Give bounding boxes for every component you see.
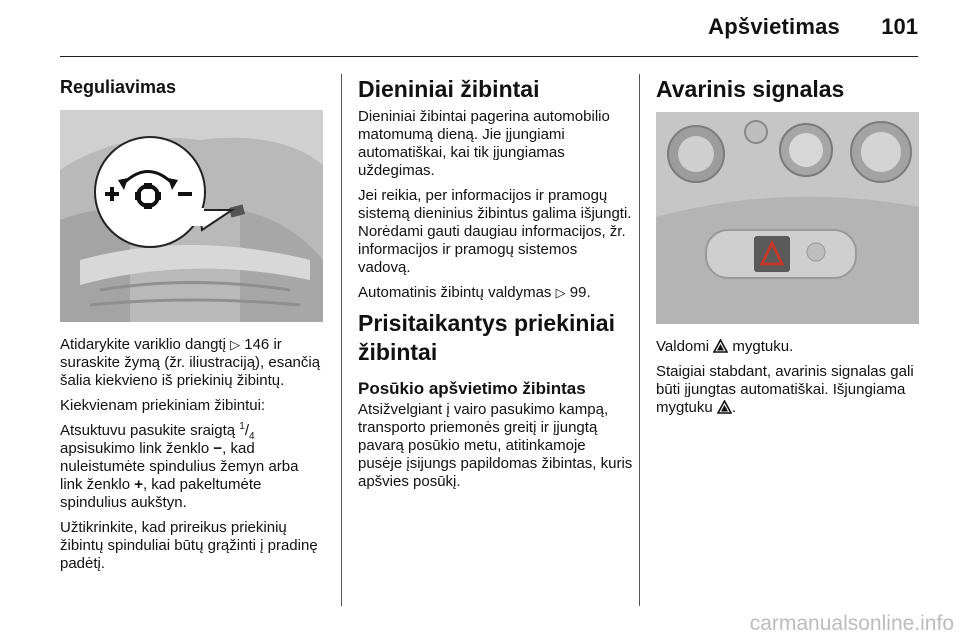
right-paragraph-1: Valdomi mygtuku. <box>656 338 794 355</box>
middle-paragraph-3: Automatinis žibintų valdymas ▷ 99. <box>358 284 591 301</box>
middle-paragraph-2: Jei reikia, per informacijos ir pramogų sistemą dieninius žibintus galima išjungti. Norėdami gauti daugiau informacijos, žr. informacijos ir pramogų sistemos vadovą. <box>358 187 632 276</box>
left-paragraph-4: Užtikrinkite, kad prireikus priekinių žibintų spinduliai būtų grąžinti į pradinę padėtį. <box>60 519 318 572</box>
page-number: 101 <box>881 14 918 39</box>
left-column <box>60 76 322 580</box>
section-heading-hazard-signal: Avarinis signalas <box>656 76 845 102</box>
column-divider-2 <box>639 74 640 606</box>
middle-column <box>358 76 633 498</box>
hazard-triangle-icon <box>713 339 728 353</box>
header-title: Apšvietimas <box>708 14 840 39</box>
minus-sign-icon: − <box>213 440 223 457</box>
column-divider-1 <box>341 74 342 606</box>
left-paragraph-1: Atidarykite variklio dangtį ▷ 146 ir suraskite žymą (žr. iliustraciją), esančią šalia kiekvieno iš priekinių žibintų. <box>60 336 321 389</box>
reference-arrow-icon: ▷ <box>555 285 566 300</box>
hazard-switch-figure <box>656 112 919 324</box>
left-paragraph-3: Atsuktuvu pasukite sraigtą $^1/_4$ apsisukimo link ženklo −, kad nuleistumėte spindulius žemyn arba link ženklo +, kad pakeltumėte spindulius aukštyn. <box>60 421 299 511</box>
right-paragraph-2: Staigiai stabdant, avarinis signalas gali būti įjungtas automatiškai. Išjungiama mygtuku . <box>656 363 914 416</box>
page-reference-146[interactable]: 146 <box>244 336 270 353</box>
left-paragraph-2: Kiekvienam priekiniam žibintui: <box>60 397 266 414</box>
watermark: carmanualsonline.info <box>749 612 954 635</box>
headlight-adjustment-figure <box>60 110 323 322</box>
right-column <box>656 76 920 424</box>
middle-paragraph-1: Dieniniai žibintai pagerina automobilio matomumą dieną. Jie įjungiami automatiškai, kai tik įjungiamas uždegimas. <box>358 108 610 179</box>
section-heading-adaptive-lights: Prisitaikantys priekiniai žibintai <box>358 310 615 365</box>
section-heading-daytime-lights: Dieniniai žibintai <box>358 76 540 102</box>
hazard-triangle-icon <box>717 400 732 414</box>
plus-sign-icon: + <box>134 476 143 493</box>
reference-arrow-icon: ▷ <box>230 337 241 352</box>
section-heading-adjustment: Reguliavimas <box>60 77 177 97</box>
header-rule <box>60 56 918 57</box>
subheading-cornering-light: Posūkio apšvietimo žibintas <box>358 379 586 398</box>
middle-paragraph-4: Atsižvelgiant į vairo pasukimo kampą, transporto priemonės greitį ir įjungtą pavarą posūkio metu, atitinkamoje pusėje įsijungs papildomas žibintas, kuris apšvies posūkį. <box>358 401 633 490</box>
page-reference-99[interactable]: 99 <box>569 284 587 301</box>
